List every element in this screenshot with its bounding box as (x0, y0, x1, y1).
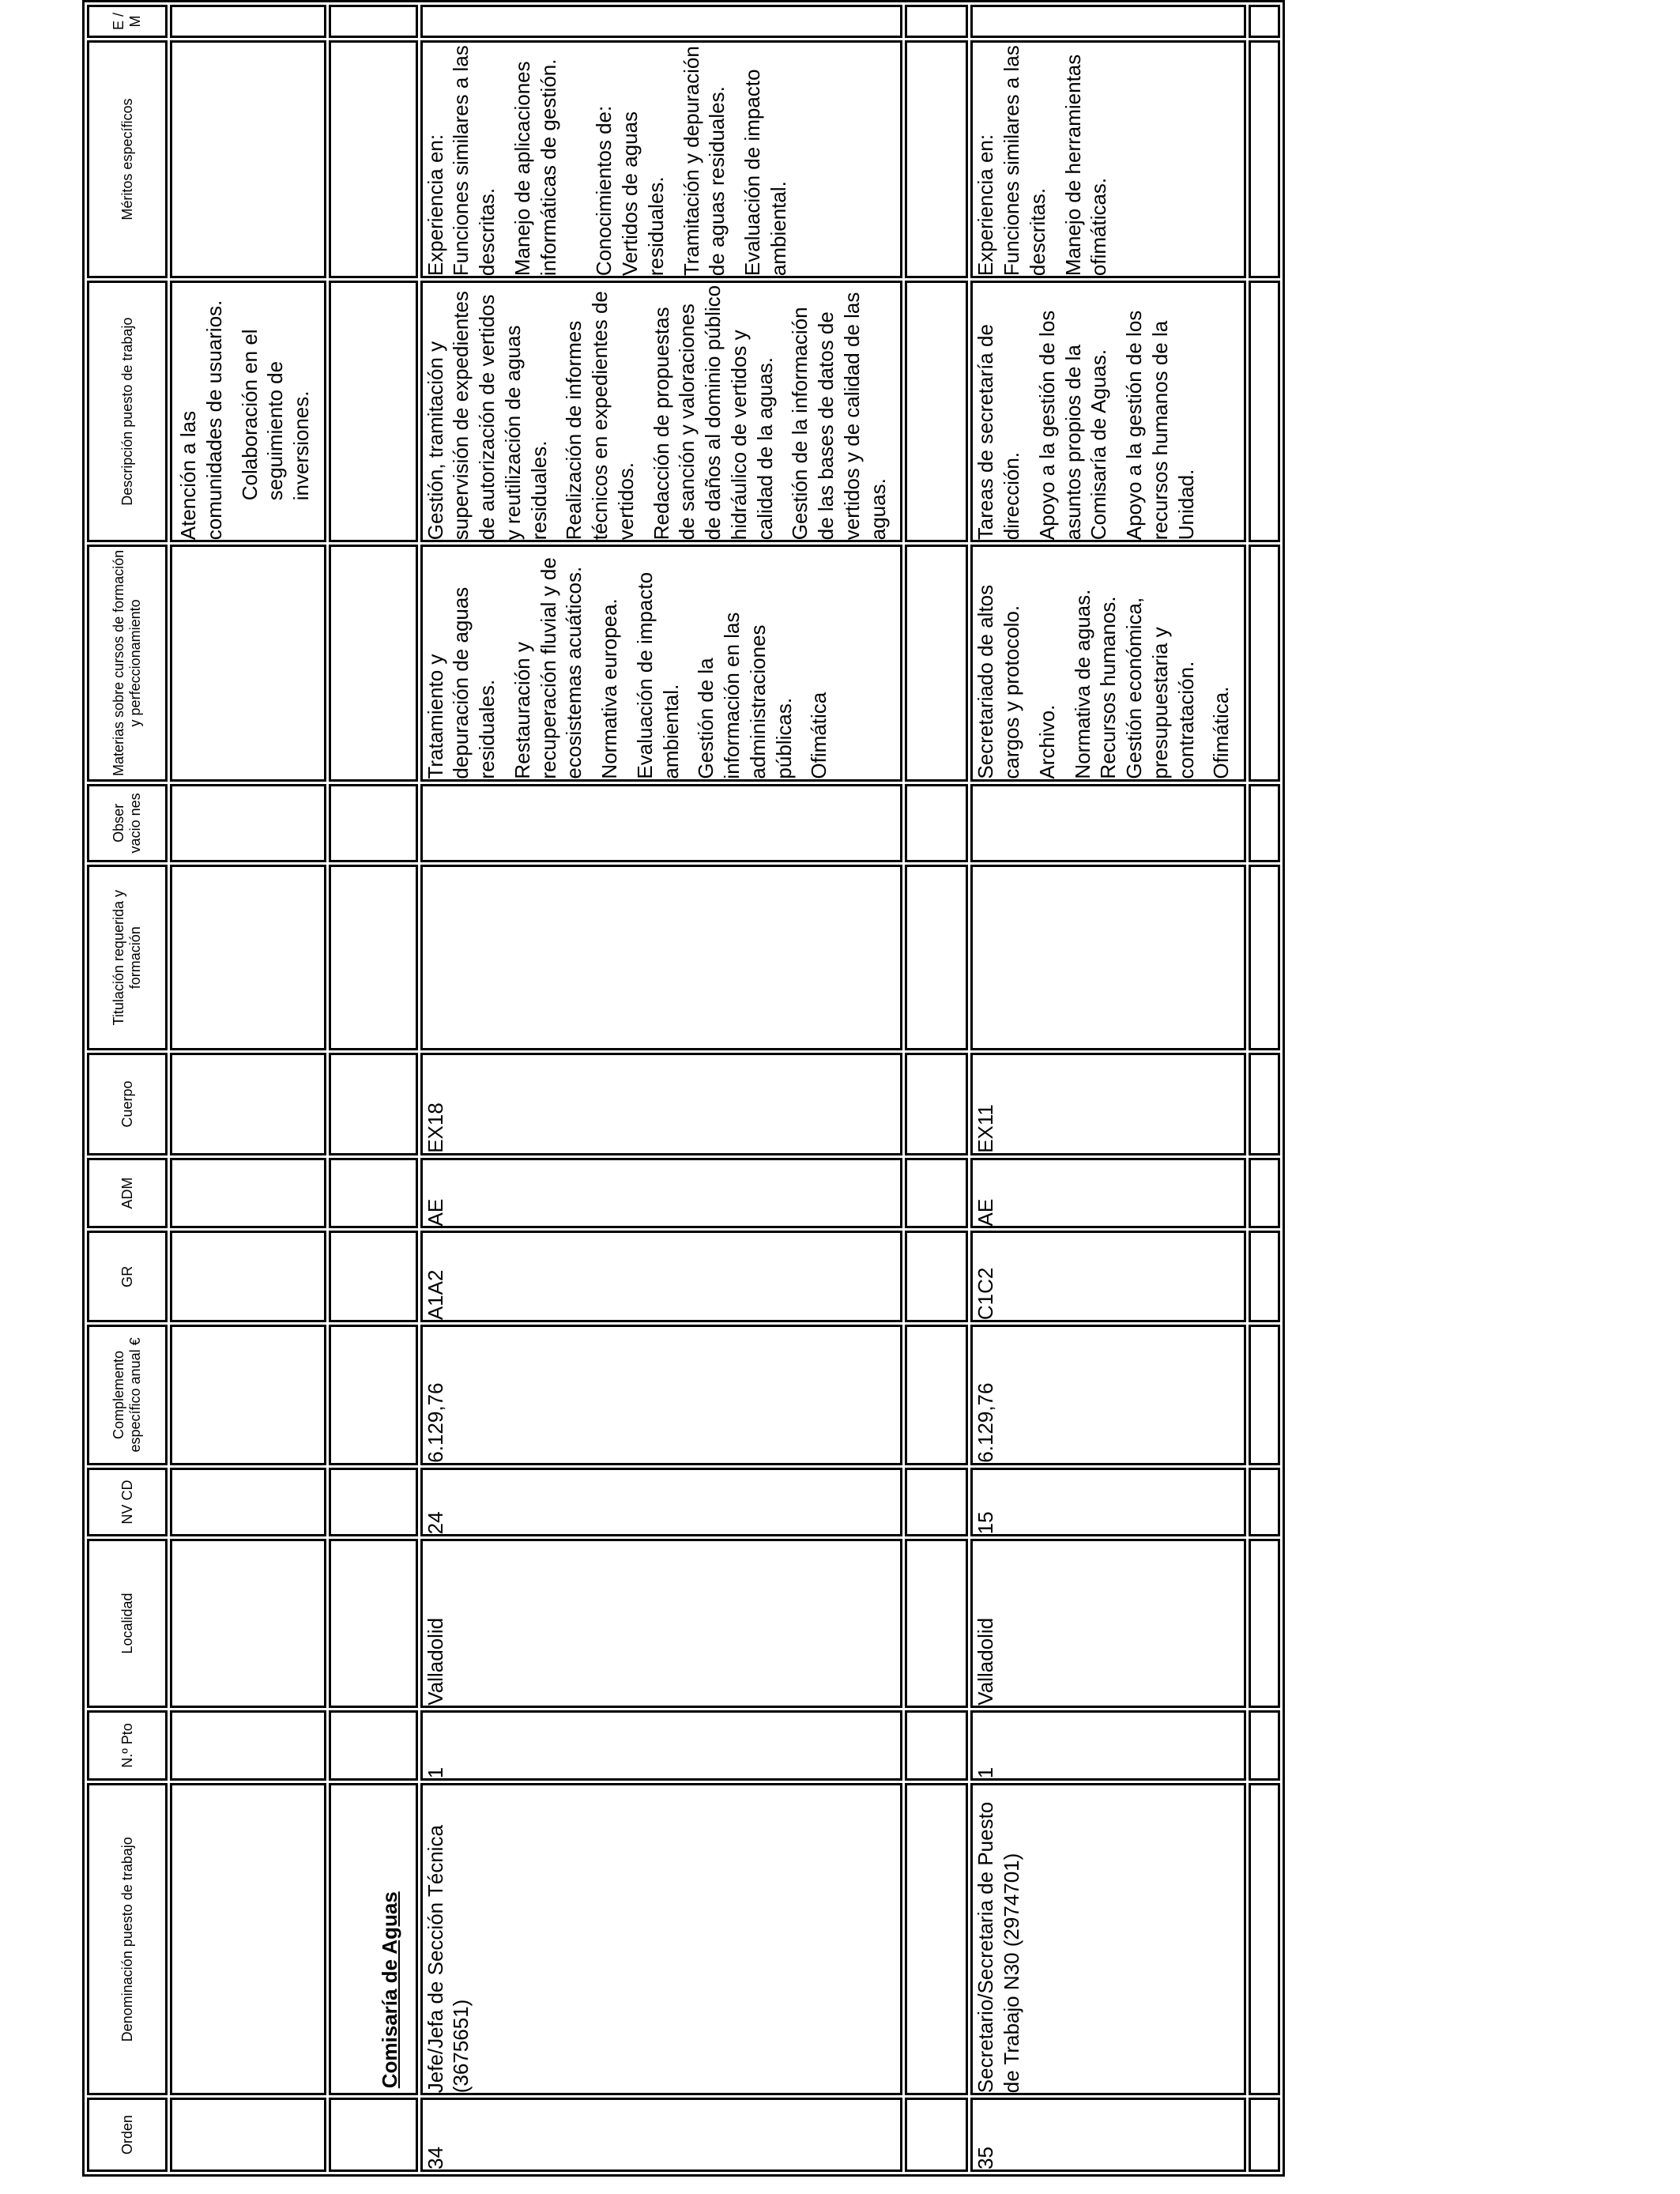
table-cell (1249, 5, 1280, 38)
section-title: Comisaría de Aguas (377, 1891, 401, 2089)
section-title-cell (329, 1783, 418, 2095)
row-34-npto: 1 (420, 1710, 903, 1781)
table-row (970, 5, 1246, 2172)
header-meritos: Méritos específicos (87, 40, 168, 278)
table-cell (170, 545, 326, 781)
row-35-localidad: Valladolid (970, 1539, 1246, 1707)
row-35-denominacion: Secretario/Secretaria de Puesto de Trabajo N30 (2974701) (970, 1783, 1246, 2095)
row-34-descripcion-0: Gestión, tramitación y supervisión de expedientes de autorización de vertidos y reutilización de aguas residuales. (423, 291, 551, 541)
row-34-materias (420, 545, 903, 781)
header-gr: GR (87, 1231, 168, 1322)
table-cell (905, 1158, 968, 1229)
table-cell (1249, 1053, 1280, 1155)
table-cell (170, 1783, 326, 2095)
row-34-descripcion-2: Redacción de propuestas de sanción y valoraciones de daños al dominio público hidráulico de vertidos y calidad de la aguas. (649, 285, 777, 541)
row-35-observaciones (970, 784, 1246, 863)
header-row (87, 5, 168, 2172)
row-34-meritos (420, 40, 903, 278)
table-cell (329, 784, 418, 863)
row-34-descripcion-3: Gestión de la información de las bases de datos de vertidos y de calidad de las aguas. (788, 292, 890, 541)
row-35-em (970, 5, 1246, 38)
table-cell (905, 1783, 968, 2095)
row-34-em (420, 5, 903, 38)
table-cell (170, 40, 326, 278)
row-34-adm: AE (420, 1158, 903, 1229)
table-row (1249, 5, 1280, 2172)
table-cell (329, 1053, 418, 1155)
row-35-descripcion (970, 281, 1246, 542)
header-denominacion: Denominación puesto de trabajo (87, 1783, 168, 2095)
row-35-materia-0: Secretariado de altos cargos y protocolo. (974, 584, 1023, 779)
header-em: E / M (87, 5, 168, 38)
table-cell (1249, 1539, 1280, 1707)
table-cell (170, 5, 326, 38)
row-35-gr: C1C2 (970, 1231, 1246, 1322)
table-cell (170, 1539, 326, 1707)
row-35-complemento: 6.129,76 (970, 1325, 1246, 1465)
table-cell (170, 1053, 326, 1155)
table-cell (1249, 1783, 1280, 2095)
table-cell (1249, 545, 1280, 781)
row-35-npto: 1 (970, 1710, 1246, 1781)
table-cell (905, 1231, 968, 1322)
table-row (905, 5, 968, 2172)
table-cell (329, 40, 418, 278)
table-cell (905, 865, 968, 1050)
row-34-materia-3: Evaluación de impacto ambiental. (632, 571, 683, 779)
table-cell (329, 1325, 418, 1465)
table-cell (1249, 865, 1280, 1050)
table-cell (329, 1468, 418, 1537)
row-34-merito-b-2: Evaluación de impacto ambiental. (740, 69, 790, 277)
table-cell (905, 784, 968, 863)
table-cell (905, 1053, 968, 1155)
row-34-descripcion (420, 281, 903, 542)
row-34-meritos-a-title: Experiencia en: (423, 134, 447, 277)
table-cell (905, 281, 968, 542)
row-34-materia-2: Normativa europea. (597, 598, 621, 779)
table-cell (170, 1468, 326, 1537)
row-34-descripcion-1: Realización de informes técnicos en expedientes de vertidos. (562, 291, 638, 541)
row-35-materias (970, 545, 1246, 781)
header-titulacion: Titulación requerida y formación (87, 865, 168, 1050)
row-35-materia-4: Gestión económica, presupuestaria y contratación. (1122, 597, 1198, 779)
intro-descripcion-cell (170, 281, 326, 542)
row-34-materia-4: Gestión de la información en las administraciones públicas. (694, 612, 796, 779)
table-cell (329, 5, 418, 38)
table-cell (1249, 784, 1280, 863)
row-34-orden: 34 (420, 2098, 903, 2172)
row-35-cuerpo: EX11 (970, 1053, 1246, 1155)
header-complemento: Complemento específico anual € (87, 1325, 168, 1465)
row-35-orden: 35 (970, 2098, 1246, 2172)
row-35-meritos (970, 40, 1246, 278)
row-34-merito-a-1: Manejo de aplicaciones informáticas de gestión. (510, 58, 560, 277)
header-orden: Orden (87, 2098, 168, 2172)
table-cell (1249, 1468, 1280, 1537)
table-cell (1249, 1158, 1280, 1229)
table-cell (905, 1539, 968, 1707)
table-cell (1249, 2098, 1280, 2172)
header-observaciones: Obser vacio nes (87, 784, 168, 863)
table-cell (905, 1468, 968, 1537)
table-cell (170, 2098, 326, 2172)
table-cell (905, 1710, 968, 1781)
header-localidad: Localidad (87, 1539, 168, 1707)
row-35-materia-5: Ofimática. (1209, 686, 1234, 779)
row-34-merito-a-0: Funciones similares a las descritas. (449, 45, 499, 277)
table-cell (329, 1710, 418, 1781)
row-34-meritos-b-title: Conocimientos de: (592, 105, 616, 277)
row-34-merito-b-1: Tramitación y depuración de aguas residuales. (679, 46, 729, 277)
table-row (329, 5, 418, 2172)
table-cell (1249, 40, 1280, 278)
table-cell (905, 40, 968, 278)
table-row (170, 5, 326, 2172)
row-34-titulacion (420, 865, 903, 1050)
row-34-complemento: 6.129,76 (420, 1325, 903, 1465)
header-npto: N.º Pto (87, 1710, 168, 1781)
row-34-cuerpo: EX18 (420, 1053, 903, 1155)
row-34-denominacion: Jefe/Jefa de Sección Técnica (3675651) (420, 1783, 903, 2095)
table-cell (170, 1231, 326, 1322)
row-35-materia-1: Archivo. (1034, 704, 1059, 779)
table-cell (1249, 1710, 1280, 1781)
table-cell (170, 1158, 326, 1229)
table-cell (329, 1158, 418, 1229)
row-35-descripcion-0: Tareas de secretaría de dirección. (974, 324, 1023, 541)
row-34-observaciones (420, 784, 903, 863)
table-cell (905, 1325, 968, 1465)
row-35-adm: AE (970, 1158, 1246, 1229)
table-cell (170, 1325, 326, 1465)
row-35-titulacion (970, 865, 1246, 1050)
intro-descripcion-1: Colaboración en el seguimiento de inversiones. (237, 329, 313, 501)
row-34-materia-0: Tratamiento y depuración de aguas residuales. (423, 586, 499, 779)
row-34-nvcd: 24 (420, 1468, 903, 1537)
table-cell (1249, 1325, 1280, 1465)
table-cell (329, 281, 418, 542)
table-cell (329, 545, 418, 781)
table-cell (905, 2098, 968, 2172)
header-nvcd: NV CD (87, 1468, 168, 1537)
table-cell (329, 1231, 418, 1322)
row-34-materia-5: Ofimática (807, 692, 831, 779)
header-adm: ADM (87, 1158, 168, 1229)
row-35-nvcd: 15 (970, 1468, 1246, 1537)
row-35-descripcion-2: Apoyo a la gestión de los recursos humanos de la Unidad. (1122, 310, 1198, 541)
table-cell (1249, 281, 1280, 542)
table-cell (170, 784, 326, 863)
header-descripcion: Descripción puesto de trabajo (87, 281, 168, 542)
row-35-materia-3: Recursos humanos. (1096, 596, 1121, 779)
row-35-merito-a-0: Funciones similares a las descritas. (1000, 45, 1049, 277)
header-cuerpo: Cuerpo (87, 1053, 168, 1155)
intro-descripcion-0: Atención a las comunidades de usuarios. (176, 300, 226, 541)
table-cell (170, 865, 326, 1050)
table-row (420, 5, 903, 2172)
job-positions-table (82, 0, 1285, 2177)
spacer (571, 43, 591, 276)
row-34-merito-b-0: Vertidos de aguas residuales. (618, 111, 668, 277)
row-34-gr: A1A2 (420, 1231, 903, 1322)
table-cell (170, 1710, 326, 1781)
table-cell (905, 5, 968, 38)
row-35-materia-2: Normativa de aguas. (1070, 589, 1094, 779)
row-35-meritos-a-title: Experiencia en: (974, 134, 998, 277)
table-cell (1249, 1231, 1280, 1322)
header-materias: Materias sobre cursos de formación y perfeccionamiento (87, 545, 168, 781)
table-cell (329, 2098, 418, 2172)
table-cell (329, 865, 418, 1050)
table-cell (905, 545, 968, 781)
row-34-localidad: Valladolid (420, 1539, 903, 1707)
row-35-descripcion-1: Apoyo a la gestión de los asuntos propios de la Comisaría de Aguas. (1034, 310, 1111, 541)
table-cell (329, 1539, 418, 1707)
row-35-merito-a-1: Manejo de herramientas ofimáticas. (1060, 54, 1111, 277)
row-34-materia-1: Restauración y recuperación fluvial y de ecosistemas acuáticos. (510, 557, 586, 779)
